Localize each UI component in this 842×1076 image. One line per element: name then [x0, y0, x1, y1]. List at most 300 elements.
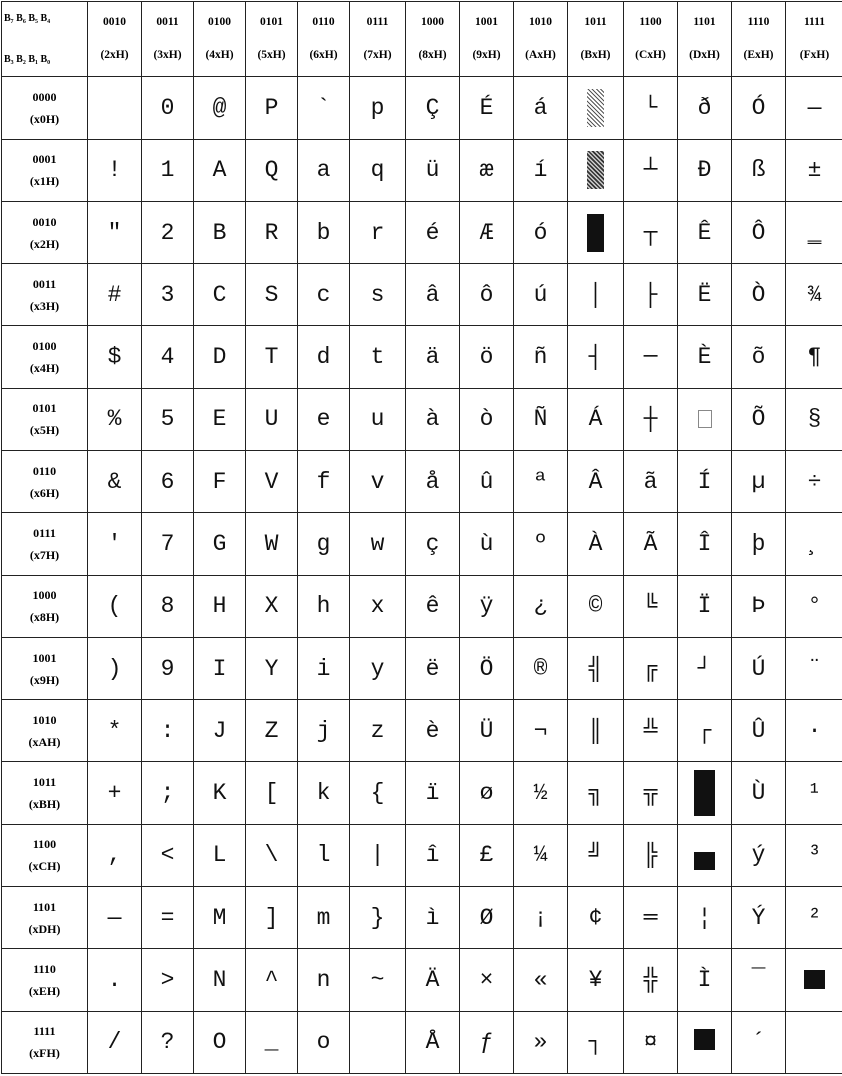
char-cell [568, 575, 624, 637]
column-bits: 1100 [639, 16, 662, 29]
character-glyph: d [316, 344, 331, 371]
char-cell [142, 201, 194, 263]
character-glyph: ‗ [807, 219, 822, 246]
char-cell [678, 575, 732, 637]
char-cell [568, 326, 624, 388]
table-row [2, 326, 842, 388]
character-glyph: 3 [160, 281, 175, 308]
char-cell [786, 700, 842, 762]
char-cell [194, 1011, 246, 1073]
character-glyph: Ç [425, 94, 440, 121]
empty-box-glyph [698, 410, 712, 428]
char-cell [246, 451, 298, 513]
character-glyph: ª [533, 468, 548, 495]
column-bits: 1110 [747, 16, 770, 29]
char-cell [514, 77, 568, 139]
column-hex: (ExH) [743, 49, 774, 62]
character-glyph: ) [107, 655, 122, 682]
character-glyph: È [697, 344, 712, 371]
character-glyph: ¡ [533, 904, 548, 931]
character-glyph: ¢ [588, 904, 603, 931]
char-cell [732, 326, 786, 388]
char-cell [568, 201, 624, 263]
char-cell [406, 201, 460, 263]
char-cell [678, 1011, 732, 1073]
row-header [2, 513, 88, 575]
char-cell [298, 887, 350, 949]
char-cell [142, 326, 194, 388]
character-glyph: P [264, 94, 279, 121]
row-bits: 0100 [32, 339, 57, 354]
character-glyph: " [107, 219, 122, 246]
char-cell [732, 451, 786, 513]
character-glyph: o [316, 1029, 331, 1056]
char-cell [732, 513, 786, 575]
character-glyph: f [316, 468, 331, 495]
high-bits-label: B₇ B₆ B₅ B₄ [4, 13, 51, 25]
row-bits: 1101 [32, 899, 57, 914]
char-cell [142, 77, 194, 139]
character-glyph: % [107, 406, 122, 433]
char-cell [142, 451, 194, 513]
character-glyph: ø [479, 780, 494, 807]
row-hex: (x6H) [29, 485, 60, 500]
char-cell [460, 637, 514, 699]
row-bits: 1001 [32, 650, 57, 665]
character-glyph: » [533, 1029, 548, 1056]
character-glyph: | [370, 842, 385, 869]
character-glyph: î [425, 842, 440, 869]
table-row [2, 451, 842, 513]
char-cell [142, 824, 194, 886]
character-glyph: } [370, 904, 385, 931]
character-glyph: Å [425, 1029, 440, 1056]
char-cell [194, 575, 246, 637]
column-bits: 0111 [366, 16, 389, 29]
char-cell [678, 77, 732, 139]
char-cell [460, 201, 514, 263]
row-header [2, 451, 88, 513]
char-cell [406, 264, 460, 326]
char-cell [298, 513, 350, 575]
character-glyph: — [807, 94, 822, 121]
char-cell [88, 513, 142, 575]
character-glyph: Đ [697, 157, 712, 184]
character-glyph: í [533, 157, 548, 184]
char-cell [568, 388, 624, 450]
char-cell [194, 139, 246, 201]
char-cell [350, 949, 406, 1011]
character-glyph: 8 [160, 593, 175, 620]
row-bits: 0010 [32, 214, 57, 229]
column-header [624, 2, 678, 77]
character-glyph: ¬ [533, 717, 548, 744]
character-glyph: m [316, 904, 331, 931]
character-glyph: « [533, 966, 548, 993]
character-glyph: Ä [425, 966, 440, 993]
char-cell [88, 201, 142, 263]
column-bits: 0100 [208, 16, 231, 29]
table-row [2, 887, 842, 949]
char-cell [732, 264, 786, 326]
char-cell [298, 1011, 350, 1073]
char-cell [350, 700, 406, 762]
character-glyph: q [370, 157, 385, 184]
column-hex: (2xH) [100, 49, 129, 62]
character-glyph: Ý [751, 904, 766, 931]
character-glyph: L [212, 842, 227, 869]
char-cell [142, 700, 194, 762]
character-glyph: , [107, 842, 122, 869]
character-glyph: ║ [588, 717, 603, 744]
column-header [786, 2, 842, 77]
char-cell [514, 637, 568, 699]
row-hex: (xCH) [28, 859, 61, 874]
character-glyph: W [264, 530, 279, 557]
char-cell [350, 264, 406, 326]
character-glyph: A [212, 157, 227, 184]
solid-block-glyph [694, 852, 715, 870]
char-cell [88, 1011, 142, 1073]
char-cell [246, 1011, 298, 1073]
character-glyph: Y [264, 655, 279, 682]
character-glyph: × [479, 966, 494, 993]
char-cell [350, 451, 406, 513]
character-glyph: j [316, 717, 331, 744]
char-cell [406, 388, 460, 450]
character-glyph: N [212, 966, 227, 993]
character-glyph: z [370, 717, 385, 744]
character-glyph: · [807, 717, 822, 744]
character-glyph: ┤ [588, 344, 603, 371]
char-cell [460, 264, 514, 326]
column-hex: (8xH) [418, 49, 447, 62]
character-glyph: 2 [160, 219, 175, 246]
character-glyph: Ó [751, 94, 766, 121]
character-glyph: ä [425, 344, 440, 371]
char-cell [460, 887, 514, 949]
character-glyph: 9 [160, 655, 175, 682]
column-hex: (DxH) [689, 49, 720, 62]
char-cell [678, 887, 732, 949]
character-glyph: M [212, 904, 227, 931]
char-cell [350, 139, 406, 201]
header-row [2, 2, 842, 77]
row-header [2, 637, 88, 699]
char-cell [298, 264, 350, 326]
character-glyph: Q [264, 157, 279, 184]
char-cell [88, 388, 142, 450]
char-cell [460, 1011, 514, 1073]
character-code-table [1, 1, 842, 1074]
char-cell [568, 513, 624, 575]
character-glyph: ô [479, 281, 494, 308]
character-glyph: ê [425, 593, 440, 620]
character-glyph: £ [479, 842, 494, 869]
character-glyph: ¶ [807, 344, 822, 371]
char-cell [406, 326, 460, 388]
char-cell [786, 575, 842, 637]
column-bits: 1111 [803, 16, 826, 29]
char-cell [678, 326, 732, 388]
char-cell [460, 388, 514, 450]
character-glyph: G [212, 530, 227, 557]
character-glyph: T [264, 344, 279, 371]
character-glyph: # [107, 281, 122, 308]
char-cell [298, 451, 350, 513]
column-bits: 1001 [475, 16, 498, 29]
character-glyph: + [107, 780, 122, 807]
char-cell [624, 824, 678, 886]
table-row [2, 762, 842, 824]
row-bits: 1110 [33, 961, 56, 976]
character-glyph: ╚ [643, 593, 658, 620]
character-glyph: ú [533, 281, 548, 308]
character-glyph: ¥ [588, 966, 603, 993]
char-cell [786, 77, 842, 139]
character-glyph: Æ [479, 219, 494, 246]
char-cell [732, 575, 786, 637]
char-cell [194, 326, 246, 388]
char-cell [194, 201, 246, 263]
char-cell [786, 949, 842, 1011]
character-glyph: ? [160, 1029, 175, 1056]
char-cell [568, 949, 624, 1011]
character-glyph: þ [751, 530, 766, 557]
row-bits: 1111 [33, 1024, 56, 1039]
char-cell [624, 326, 678, 388]
character-glyph: ¹ [807, 780, 822, 807]
char-cell [624, 637, 678, 699]
char-cell [678, 264, 732, 326]
char-cell [406, 824, 460, 886]
char-cell [678, 451, 732, 513]
character-glyph: K [212, 780, 227, 807]
character-glyph: E [212, 406, 227, 433]
row-header [2, 388, 88, 450]
character-glyph: ® [533, 655, 548, 682]
column-hex: (FxH) [799, 49, 830, 62]
character-glyph: µ [751, 468, 766, 495]
character-glyph: 6 [160, 468, 175, 495]
row-bits: 1000 [32, 588, 57, 603]
character-glyph: v [370, 468, 385, 495]
character-glyph: C [212, 281, 227, 308]
low-bits-label: B₃ B₂ B₁ B₀ [4, 54, 51, 66]
character-glyph: 1 [160, 157, 175, 184]
character-glyph: ├ [643, 281, 658, 308]
char-cell [350, 887, 406, 949]
char-cell [624, 575, 678, 637]
character-glyph: b [316, 219, 331, 246]
char-cell [514, 575, 568, 637]
character-glyph: ╠ [643, 842, 658, 869]
character-glyph: ý [751, 842, 766, 869]
character-glyph: © [588, 593, 603, 620]
character-glyph: à [425, 406, 440, 433]
char-cell [350, 513, 406, 575]
char-cell [350, 762, 406, 824]
char-cell [406, 1011, 460, 1073]
character-glyph: D [212, 344, 227, 371]
corner-bit-legend [2, 2, 88, 77]
table-row [2, 1011, 842, 1073]
char-cell [732, 139, 786, 201]
character-glyph: @ [212, 94, 227, 121]
row-hex: (x9H) [29, 672, 60, 687]
char-cell [514, 139, 568, 201]
char-cell [514, 451, 568, 513]
char-cell [246, 949, 298, 1011]
character-glyph: c [316, 281, 331, 308]
char-cell [514, 326, 568, 388]
char-cell [406, 77, 460, 139]
table-row [2, 700, 842, 762]
char-cell [624, 1011, 678, 1073]
character-glyph: X [264, 593, 279, 620]
char-cell [406, 887, 460, 949]
character-glyph: Ø [479, 904, 494, 931]
character-glyph: ╔ [643, 655, 658, 682]
char-cell [460, 139, 514, 201]
char-cell [514, 824, 568, 886]
character-glyph: æ [479, 157, 494, 184]
character-glyph: Ü [479, 717, 494, 744]
char-cell [194, 949, 246, 1011]
char-cell [246, 887, 298, 949]
character-glyph: J [212, 717, 227, 744]
char-cell [350, 575, 406, 637]
row-header [2, 824, 88, 886]
character-glyph: ð [697, 94, 712, 121]
character-glyph: 5 [160, 406, 175, 433]
character-glyph: F [212, 468, 227, 495]
character-glyph: Ô [751, 219, 766, 246]
character-glyph: H [212, 593, 227, 620]
row-header [2, 575, 88, 637]
character-glyph: ═ [643, 904, 658, 931]
char-cell [194, 637, 246, 699]
char-cell [88, 824, 142, 886]
row-header [2, 77, 88, 139]
char-cell [194, 513, 246, 575]
row-bits: 0011 [32, 276, 57, 291]
row-hex: (x3H) [29, 298, 60, 313]
char-cell [298, 575, 350, 637]
character-glyph: ³ [807, 842, 822, 869]
column-hex: (AxH) [525, 49, 556, 62]
char-cell [194, 887, 246, 949]
character-glyph: ( [107, 593, 122, 620]
character-glyph: ─ [643, 344, 658, 371]
char-cell [786, 326, 842, 388]
char-cell [406, 575, 460, 637]
row-header [2, 762, 88, 824]
char-cell [298, 388, 350, 450]
character-glyph: i [316, 655, 331, 682]
char-cell [88, 762, 142, 824]
row-hex: (x5H) [29, 423, 60, 438]
character-glyph: n [316, 966, 331, 993]
character-glyph: { [370, 780, 385, 807]
row-header [2, 201, 88, 263]
character-glyph: x [370, 593, 385, 620]
character-glyph: ì [425, 904, 440, 931]
char-cell [298, 139, 350, 201]
char-cell [678, 824, 732, 886]
char-cell [678, 388, 732, 450]
character-glyph: B [212, 219, 227, 246]
character-glyph: 0 [160, 94, 175, 121]
char-cell [406, 513, 460, 575]
shade-block-glyph [587, 214, 604, 252]
column-hex: (4xH) [205, 49, 234, 62]
char-cell [298, 700, 350, 762]
character-glyph: ^ [264, 966, 279, 993]
column-hex: (9xH) [472, 49, 501, 62]
char-cell [88, 139, 142, 201]
row-hex: (xBH) [28, 797, 61, 812]
char-cell [88, 326, 142, 388]
char-cell [514, 887, 568, 949]
character-glyph: Õ [751, 406, 766, 433]
char-cell [732, 201, 786, 263]
char-cell [678, 637, 732, 699]
char-cell [406, 139, 460, 201]
character-glyph: º [533, 530, 548, 557]
character-glyph: ] [264, 904, 279, 931]
char-cell [460, 77, 514, 139]
character-glyph: * [107, 717, 122, 744]
character-glyph: ß [751, 157, 766, 184]
char-cell [460, 700, 514, 762]
char-cell [246, 326, 298, 388]
character-glyph: _ [264, 1029, 279, 1056]
character-glyph: ¸ [807, 530, 822, 557]
character-glyph: ´ [751, 1029, 766, 1056]
row-header [2, 887, 88, 949]
char-cell [514, 1011, 568, 1073]
column-hex: (7xH) [363, 49, 392, 62]
char-cell [142, 575, 194, 637]
character-glyph: À [588, 530, 603, 557]
character-glyph: ; [160, 780, 175, 807]
char-cell [786, 139, 842, 201]
character-glyph: l [316, 842, 331, 869]
character-glyph: ¨ [807, 655, 822, 682]
row-bits: 0001 [32, 152, 57, 167]
character-glyph: Ê [697, 219, 712, 246]
row-hex: (xAH) [28, 734, 61, 749]
solid-block-glyph [694, 770, 715, 816]
char-cell [350, 1011, 406, 1073]
char-cell [460, 326, 514, 388]
character-glyph: p [370, 94, 385, 121]
character-glyph: ÿ [479, 593, 494, 620]
char-cell [246, 513, 298, 575]
row-bits: 0000 [32, 89, 57, 104]
column-header [732, 2, 786, 77]
char-cell [88, 451, 142, 513]
character-glyph: É [479, 94, 494, 121]
char-cell [514, 264, 568, 326]
char-cell [624, 700, 678, 762]
char-cell [732, 949, 786, 1011]
char-cell [678, 139, 732, 201]
column-bits: 1011 [584, 16, 607, 29]
char-cell [786, 264, 842, 326]
character-glyph: Ì [697, 966, 712, 993]
